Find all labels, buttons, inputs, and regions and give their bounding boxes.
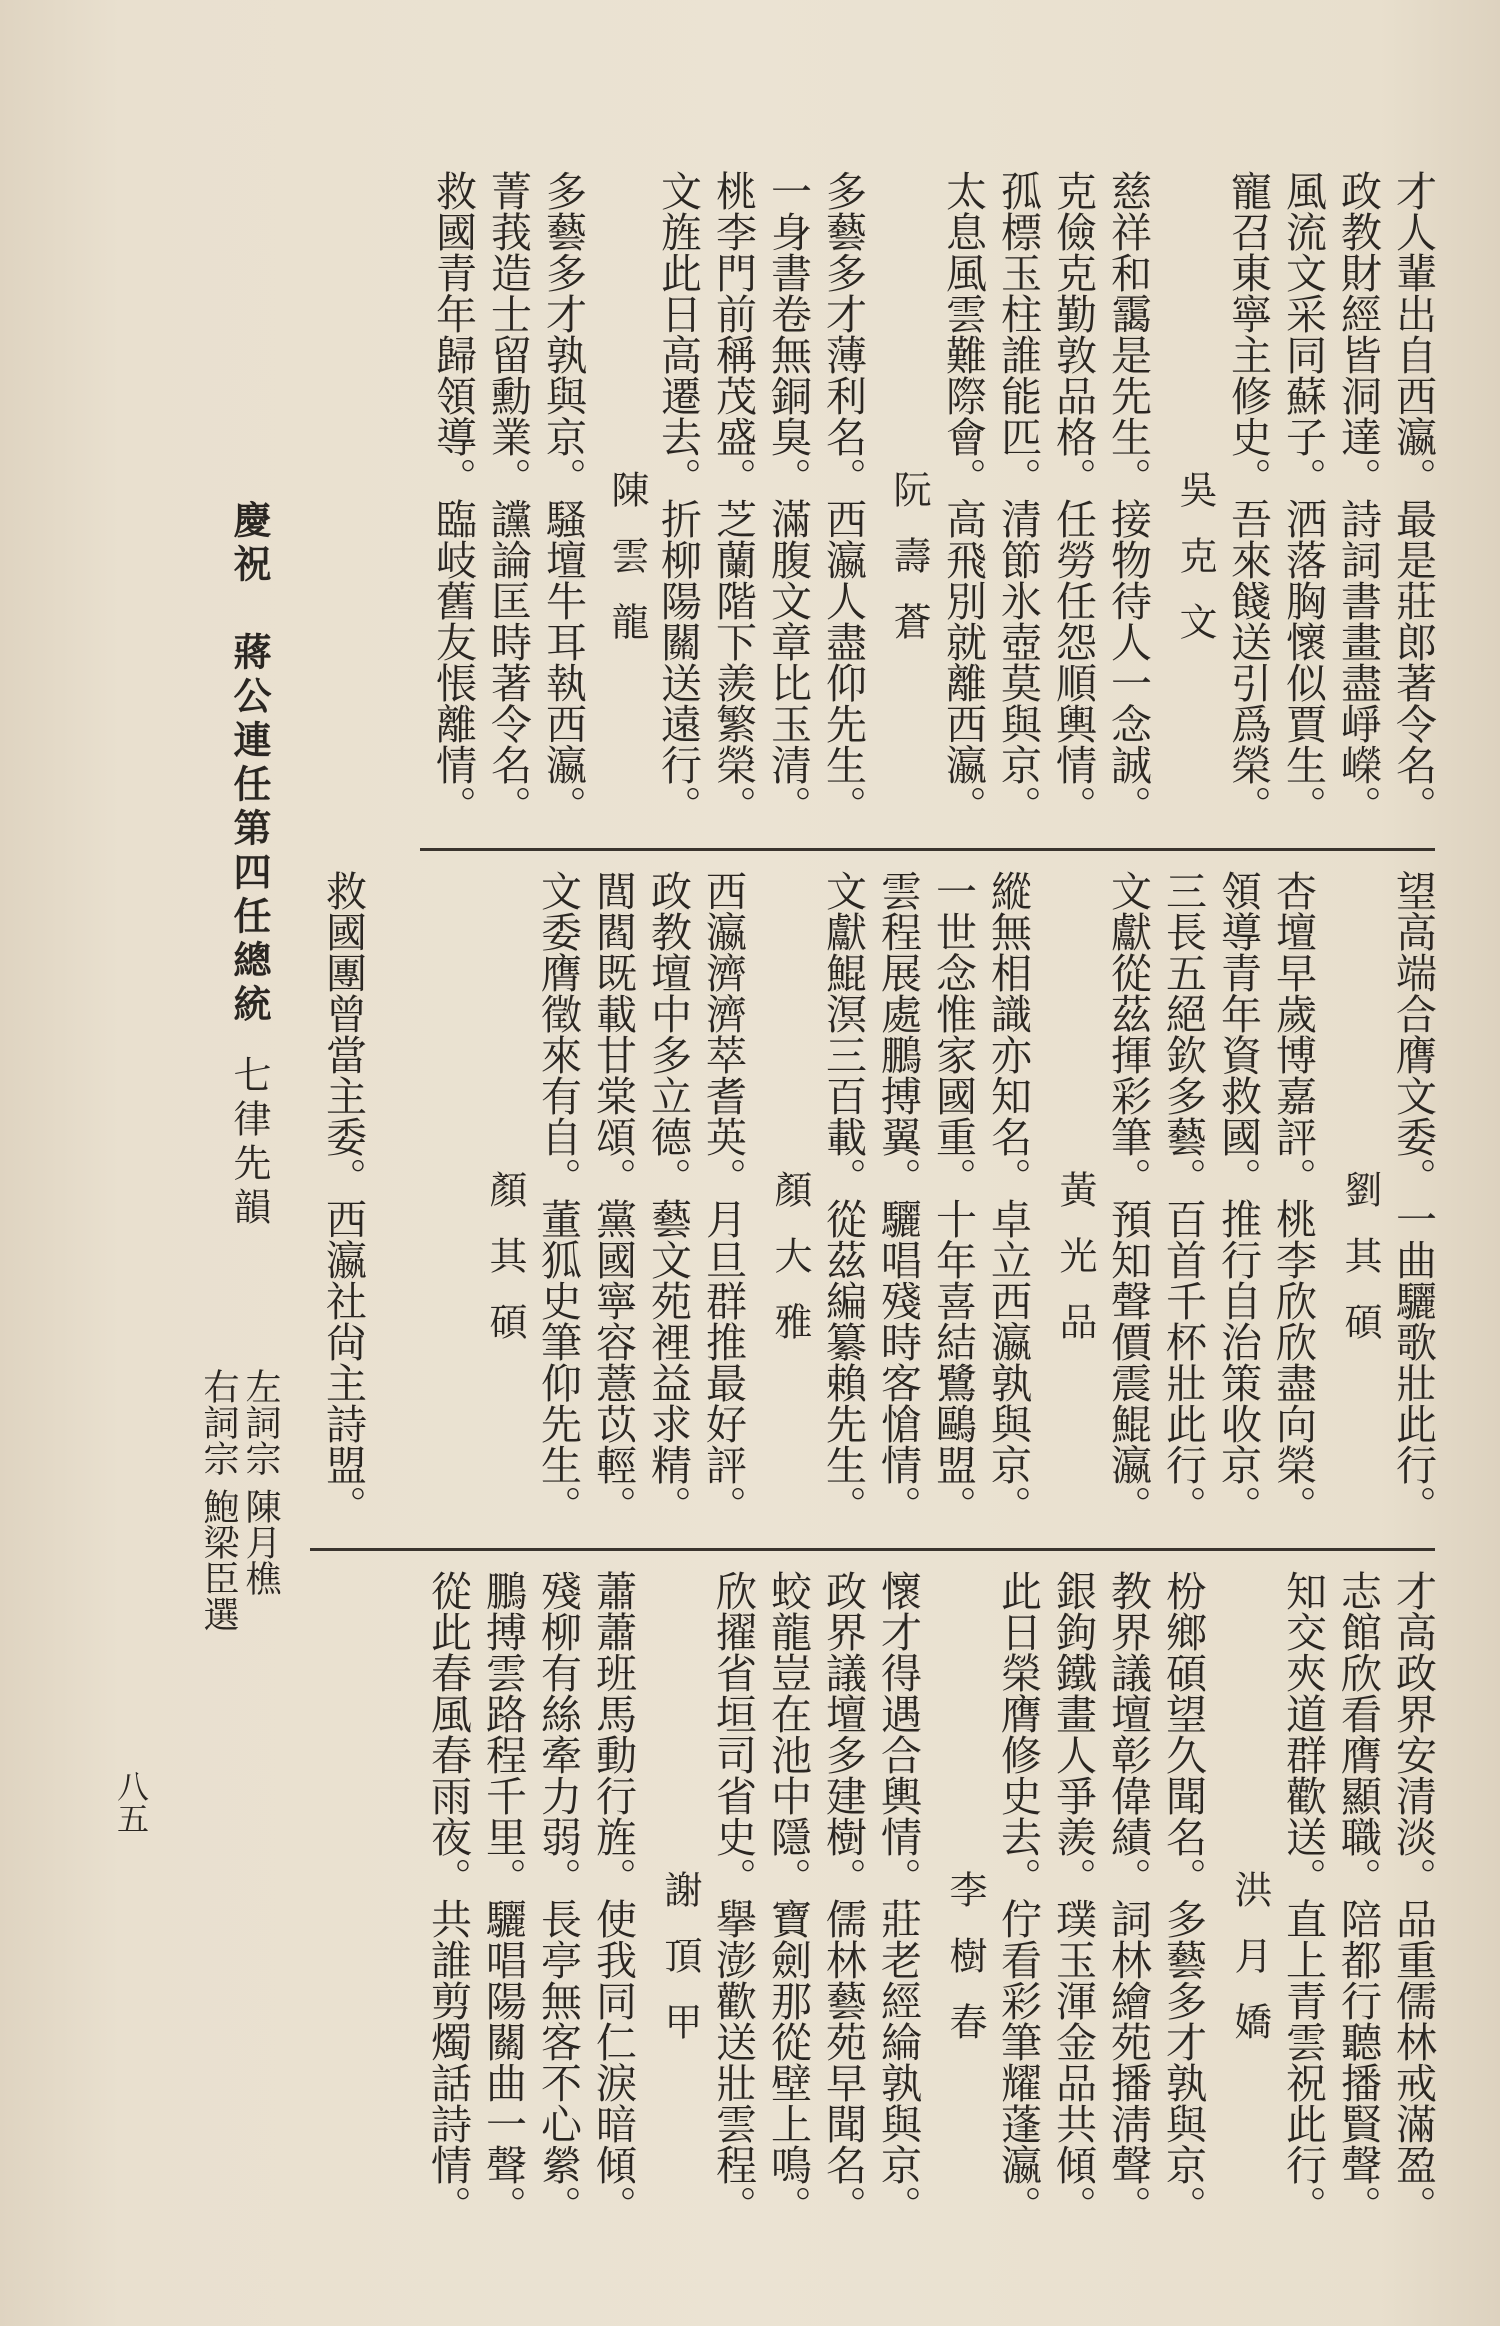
poem-line: 閭閻既載甘棠頌。黨國寧容薏苡輕。: [589, 870, 637, 1526]
poem-line: 杏壇早歲博嘉評。桃李欣欣盡向榮。: [1269, 870, 1317, 1526]
poem-line: 桃李門前稱茂盛。芝蘭階下羨繁榮。: [709, 170, 757, 826]
poem-line: 志館欣看膺顯職。陪都行聽播賢聲。: [1334, 1570, 1382, 2226]
poem-line: 殘柳有絲牽力弱。長亭無客不心縈。: [534, 1570, 582, 2226]
poem-line: 孤標玉柱誰能匹。清節氷壺莫與京。: [994, 170, 1042, 826]
poem-line: 枌鄉碩望久聞名。多藝多才孰與京。: [1159, 1570, 1207, 2226]
poem-line: 望高端合膺文委。一曲驪歌壯此行。: [1389, 870, 1437, 1526]
poem-line: 一世念惟家國重。十年喜結鷺鷗盟。: [929, 870, 977, 1526]
editor-left-label: 左詞宗: [240, 1368, 281, 1476]
poem-line: 風流文采同蘇子。洒落胸懷似賈生。: [1279, 170, 1327, 826]
poem-line: 蛟龍豈在池中隱。寶劍那從壁上鳴。: [764, 1570, 812, 2226]
poem-line: 知交夾道群歡送。直上青雲祝此行。: [1279, 1570, 1327, 2226]
poem-line: 銀鉤鐵畫人爭羨。璞玉渾金品共傾。: [1049, 1570, 1097, 2226]
poem-line: 一身書卷無銅臭。滿腹文章比玉清。: [764, 170, 812, 826]
poem-line: 文獻從茲揮彩筆。預知聲價震鯤瀛。: [1104, 870, 1152, 1526]
poem-line: 三長五絕欽多藝。百首千杯壯此行。: [1159, 870, 1207, 1526]
poem-line: 多藝多才薄利名。西瀛人盡仰先生。: [819, 170, 867, 826]
poem-line: 縱無相識亦知名。卓立西瀛孰與京。: [984, 870, 1032, 1526]
poet-name: 謝頂甲: [658, 1870, 702, 2068]
poem-line: 太息風雲難際會。高飛別就離西瀛。: [939, 170, 987, 826]
section-rule: [420, 848, 1435, 851]
poem-line: 菁莪造士留勳業。讜論匡時著令名。: [484, 170, 532, 826]
poem-line: 才人輩出自西瀛。最是莊郎著令名。: [1389, 170, 1437, 826]
poem-line: 慈祥和靄是先生。接物待人一念誠。: [1104, 170, 1152, 826]
poem-line: 教界議壇彰偉績。詞林繪苑播淸聲。: [1104, 1570, 1152, 2226]
poem-line: 政教壇中多立德。藝文苑裡益求精。: [644, 870, 692, 1526]
page-subtitle: 七律先韻: [227, 1055, 271, 1231]
poem-line: 寵召東寧主修史。吾來餞送引爲榮。: [1224, 170, 1272, 826]
poet-name: 陳雲龍: [605, 470, 649, 668]
page-title: 慶祝 蔣公連任第四任總統: [227, 500, 271, 1028]
poem-line: 文委膺徵來有自。董狐史筆仰先生。: [534, 870, 582, 1526]
editor-left-names: 陳月樵: [240, 1488, 281, 1596]
poet-name: 吳克文: [1173, 470, 1217, 668]
poem-line: 懷才得遇合輿情。莊老經綸孰與京。: [874, 1570, 922, 2226]
poem-line: 蕭蕭班馬動行旌。使我同仁淚暗傾。: [589, 1570, 637, 2226]
section-rule: [310, 1548, 1435, 1551]
poem-line: 政教財經皆洞達。詩詞書畫盡崢嶸。: [1334, 170, 1382, 826]
poem-line: 救國青年歸領導。臨岐舊友悵離情。: [429, 170, 477, 826]
editor-right-label: 右詞宗: [198, 1368, 239, 1476]
poet-name: 洪月嬌: [1228, 1870, 1272, 2068]
poem-line: 鵬搏雲路程千里。驪唱陽關曲一聲。: [479, 1570, 527, 2226]
poem-line: 救國團曾當主委。西瀛社尙主詩盟。: [319, 870, 367, 1526]
poem-line: 此日榮膺修史去。佇看彩筆耀蓬瀛。: [994, 1570, 1042, 2226]
page-number: 八五: [112, 1770, 150, 1834]
poem-line: 文旌此日高遷去。折柳陽關送遠行。: [654, 170, 702, 826]
poem-line: 從此春風春雨夜。共誰剪燭話詩情。: [424, 1570, 472, 2226]
poem-line: 克儉克勤敦品格。任勞任怨順輿情。: [1049, 170, 1097, 826]
poet-name: 顏大雅: [768, 1170, 812, 1368]
editor-right-names: 鮑梁臣選: [198, 1488, 239, 1632]
poet-name: 劉其碩: [1338, 1170, 1382, 1368]
poem-line: 多藝多才孰與京。騷壇牛耳執西瀛。: [539, 170, 587, 826]
poem-line: 政界議壇多建樹。儒林藝苑早聞名。: [819, 1570, 867, 2226]
poem-line: 才高政界安清淡。品重儒林戒滿盈。: [1389, 1570, 1437, 2226]
poet-name: 黃光品: [1053, 1170, 1097, 1368]
poet-name: 阮壽蒼: [887, 470, 931, 668]
poem-line: 西瀛濟濟萃耆英。月旦群推最好評。: [699, 870, 747, 1526]
poem-line: 文獻鯤溟三百載。從茲編纂賴先生。: [819, 870, 867, 1526]
poet-name: 李樹春: [943, 1870, 987, 2068]
poem-line: 雲程展處鵬搏翼。驪唱殘時客愴情。: [874, 870, 922, 1526]
poem-line: 欣擢省垣司省史。擧澎歡送壯雲程。: [709, 1570, 757, 2226]
poet-name: 顏其碩: [483, 1170, 527, 1368]
poem-line: 領導青年資救國。推行自治策收京。: [1214, 870, 1262, 1526]
